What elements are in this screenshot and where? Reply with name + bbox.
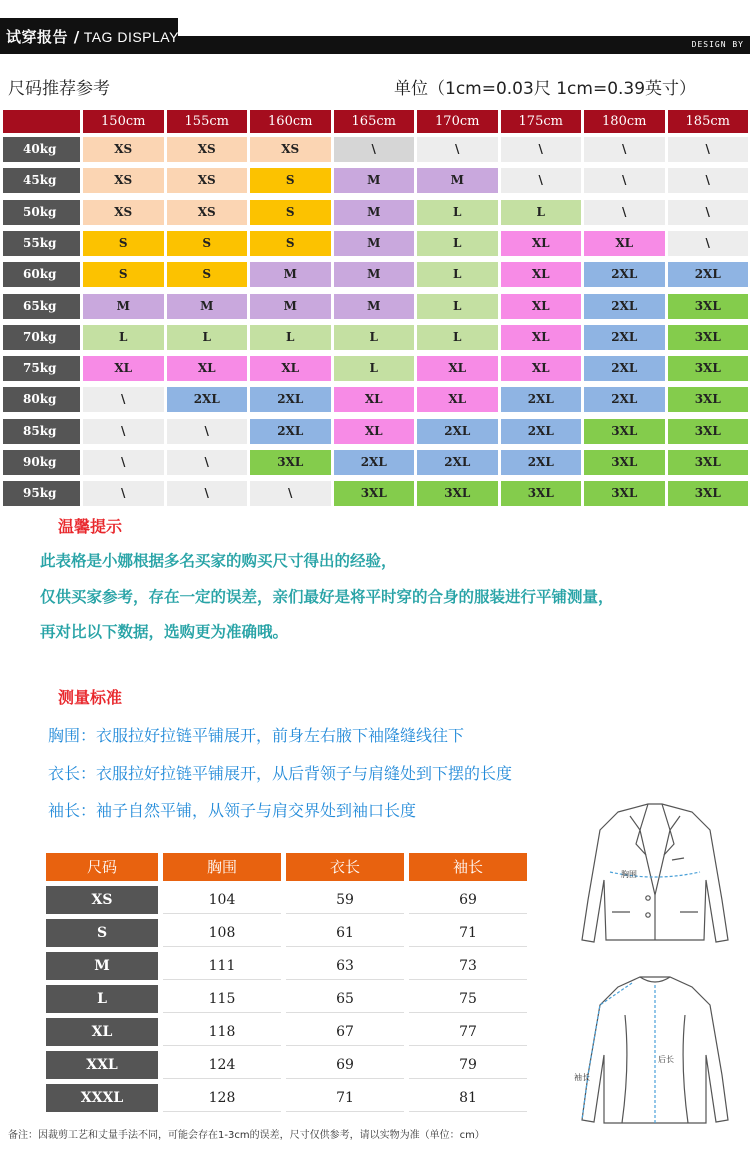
size-cell: XL [501,231,582,256]
height-header: 170cm [417,110,498,133]
measure-value: 63 [286,952,404,980]
measure-value: 71 [409,919,527,947]
size-cell: 3XL [668,481,749,506]
size-cell: M [334,231,415,256]
size-cell: S [250,231,331,256]
size-cell: XS [83,137,164,162]
size-cell: \ [83,419,164,444]
jacket-diagram [570,800,740,1130]
height-header: 175cm [501,110,582,133]
weight-label: 60kg [3,262,80,287]
height-header: 155cm [167,110,248,133]
size-cell: 2XL [250,419,331,444]
size-cell: 2XL [584,294,665,319]
measure-value: 128 [163,1084,281,1112]
weight-label: 50kg [3,200,80,225]
size-cell: 3XL [334,481,415,506]
weight-label: 70kg [3,325,80,350]
measure-title: 测量标准 [58,688,123,707]
size-cell: XL [167,356,248,381]
size-cell: 2XL [417,450,498,475]
size-cell: \ [584,200,665,225]
measure-value: 59 [286,886,404,914]
size-cell: S [250,168,331,193]
size-cell: 2XL [584,387,665,412]
size-cell: \ [668,137,749,162]
unit-note: 单位（1cm=0.03尺 1cm=0.39英寸） [394,79,697,99]
size-cell: \ [501,137,582,162]
size-cell: L [250,325,331,350]
size-cell: XL [250,356,331,381]
back-length-label: 后长 [658,1055,674,1064]
size-cell: M [334,168,415,193]
size-chart-title: 尺码推荐参考 [8,79,110,99]
size-cell: XL [334,419,415,444]
measure-value: 118 [163,1018,281,1046]
size-cell: \ [167,419,248,444]
size-cell: L [417,231,498,256]
size-cell: XL [501,262,582,287]
size-cell: XL [584,231,665,256]
height-header: 150cm [83,110,164,133]
size-cell: M [417,168,498,193]
size-cell: \ [83,481,164,506]
size-cell: 3XL [668,294,749,319]
height-header: 160cm [250,110,331,133]
size-cell: XS [167,137,248,162]
measure-header: 袖长 [409,853,527,881]
size-cell: 2XL [501,450,582,475]
measure-size-label: XXXL [46,1084,158,1112]
height-header: 180cm [584,110,665,133]
size-cell: 3XL [250,450,331,475]
size-cell: \ [584,137,665,162]
size-cell: XS [167,200,248,225]
measure-value: 108 [163,919,281,947]
size-cell: XL [417,356,498,381]
size-cell: \ [83,450,164,475]
measure-value: 67 [286,1018,404,1046]
size-cell: XL [501,356,582,381]
header-title-cn: 试穿报告 / [6,28,80,46]
measure-header: 尺码 [46,853,158,881]
size-cell: 2XL [167,387,248,412]
grid-corner [3,110,80,133]
measure-header: 衣长 [286,853,404,881]
measure-size-label: M [46,952,158,980]
measure-value: 65 [286,985,404,1013]
size-cell: 3XL [417,481,498,506]
size-cell: XL [334,387,415,412]
size-cell: XS [83,200,164,225]
size-cell: 2XL [501,419,582,444]
measure-header: 胸围 [163,853,281,881]
measure-value: 73 [409,952,527,980]
size-cell: 3XL [668,450,749,475]
size-cell: 2XL [334,450,415,475]
measure-line-length: 衣长：衣服拉好拉链平铺展开，从后背领子与肩缝处到下摆的长度 [48,764,513,783]
size-cell: 2XL [584,325,665,350]
size-cell: M [334,262,415,287]
measure-value: 77 [409,1018,527,1046]
size-cell: 2XL [668,262,749,287]
measure-value: 69 [409,886,527,914]
weight-label: 80kg [3,387,80,412]
weight-label: 65kg [3,294,80,319]
design-by-label: DESIGN BY [691,40,744,49]
size-cell: XS [250,137,331,162]
size-cell: 3XL [668,419,749,444]
size-cell: 2XL [584,262,665,287]
measure-size-label: XXL [46,1051,158,1079]
header-title [6,26,179,47]
size-cell: 3XL [584,450,665,475]
measure-line-chest: 胸围：衣服拉好拉链平铺展开，前身左右腋下袖隆缝线往下 [48,726,465,745]
size-cell: M [334,294,415,319]
size-cell: 2XL [417,419,498,444]
size-cell: \ [501,168,582,193]
size-cell: L [417,262,498,287]
measure-value: 75 [409,985,527,1013]
measure-value: 79 [409,1051,527,1079]
sleeve-label: 袖长 [574,1073,590,1082]
size-cell: M [334,200,415,225]
size-cell: 3XL [668,356,749,381]
size-cell: S [83,262,164,287]
weight-label: 55kg [3,231,80,256]
size-cell: \ [668,200,749,225]
size-cell: 3XL [668,325,749,350]
weight-label: 75kg [3,356,80,381]
size-cell: 2XL [584,356,665,381]
weight-label: 95kg [3,481,80,506]
measure-size-label: XL [46,1018,158,1046]
chest-label: 胸围 [621,870,637,879]
jacket-front-icon [582,804,728,942]
header-title-en: TAG DISPLAY [83,29,179,45]
size-cell: S [167,262,248,287]
size-cell: L [417,325,498,350]
size-cell: \ [334,137,415,162]
measure-value: 61 [286,919,404,947]
measure-value: 69 [286,1051,404,1079]
size-cell: L [334,325,415,350]
size-cell: 3XL [584,419,665,444]
height-header: 165cm [334,110,415,133]
size-cell: S [83,231,164,256]
tip-line: 仅供买家参考，存在一定的误差，亲们最好是将平时穿的合身的服装进行平铺测量， [40,588,614,606]
size-cell: S [250,200,331,225]
size-cell: 3XL [584,481,665,506]
measure-size-label: S [46,919,158,947]
size-cell: XL [417,387,498,412]
size-cell: \ [167,450,248,475]
measure-value: 71 [286,1084,404,1112]
measure-line-sleeve: 袖长：袖子自然平铺，从领子与肩交界处到袖口长度 [48,801,417,820]
footnote: 备注：因裁剪工艺和丈量手法不同，可能会存在1-3cm的误差，尺寸仅供参考，请以实物为准（单位：cm） [8,1130,485,1141]
tips-title: 温馨提示 [58,517,123,536]
measure-size-label: XS [46,886,158,914]
size-cell: XL [83,356,164,381]
size-cell: 3XL [668,387,749,412]
weight-label: 90kg [3,450,80,475]
size-cell: L [417,200,498,225]
size-cell: L [501,200,582,225]
measure-value: 111 [163,952,281,980]
weight-label: 45kg [3,168,80,193]
tip-line: 再对比以下数据，选购更为准确哦。 [40,623,289,641]
size-cell: \ [668,231,749,256]
size-cell: L [83,325,164,350]
size-cell: L [167,325,248,350]
measure-value: 115 [163,985,281,1013]
measure-value: 81 [409,1084,527,1112]
jacket-back-icon [582,977,728,1123]
size-cell: \ [167,481,248,506]
size-cell: M [83,294,164,319]
size-cell: XS [83,168,164,193]
size-cell: 2XL [250,387,331,412]
tip-line: 此表格是小娜根据多名买家的购买尺寸得出的经验， [40,552,397,570]
size-cell: M [167,294,248,319]
size-cell: M [250,262,331,287]
size-cell: 3XL [501,481,582,506]
size-cell: S [167,231,248,256]
size-cell: L [334,356,415,381]
measure-size-label: L [46,985,158,1013]
size-cell: XL [501,325,582,350]
size-cell: M [250,294,331,319]
size-cell: \ [584,168,665,193]
size-cell: 2XL [501,387,582,412]
measure-value: 104 [163,886,281,914]
size-cell: XS [167,168,248,193]
weight-label: 85kg [3,419,80,444]
size-cell: L [417,294,498,319]
height-header: 185cm [668,110,749,133]
size-cell: XL [501,294,582,319]
size-cell: \ [668,168,749,193]
size-cell: \ [417,137,498,162]
size-cell: \ [83,387,164,412]
size-cell: \ [250,481,331,506]
weight-label: 40kg [3,137,80,162]
measure-value: 124 [163,1051,281,1079]
